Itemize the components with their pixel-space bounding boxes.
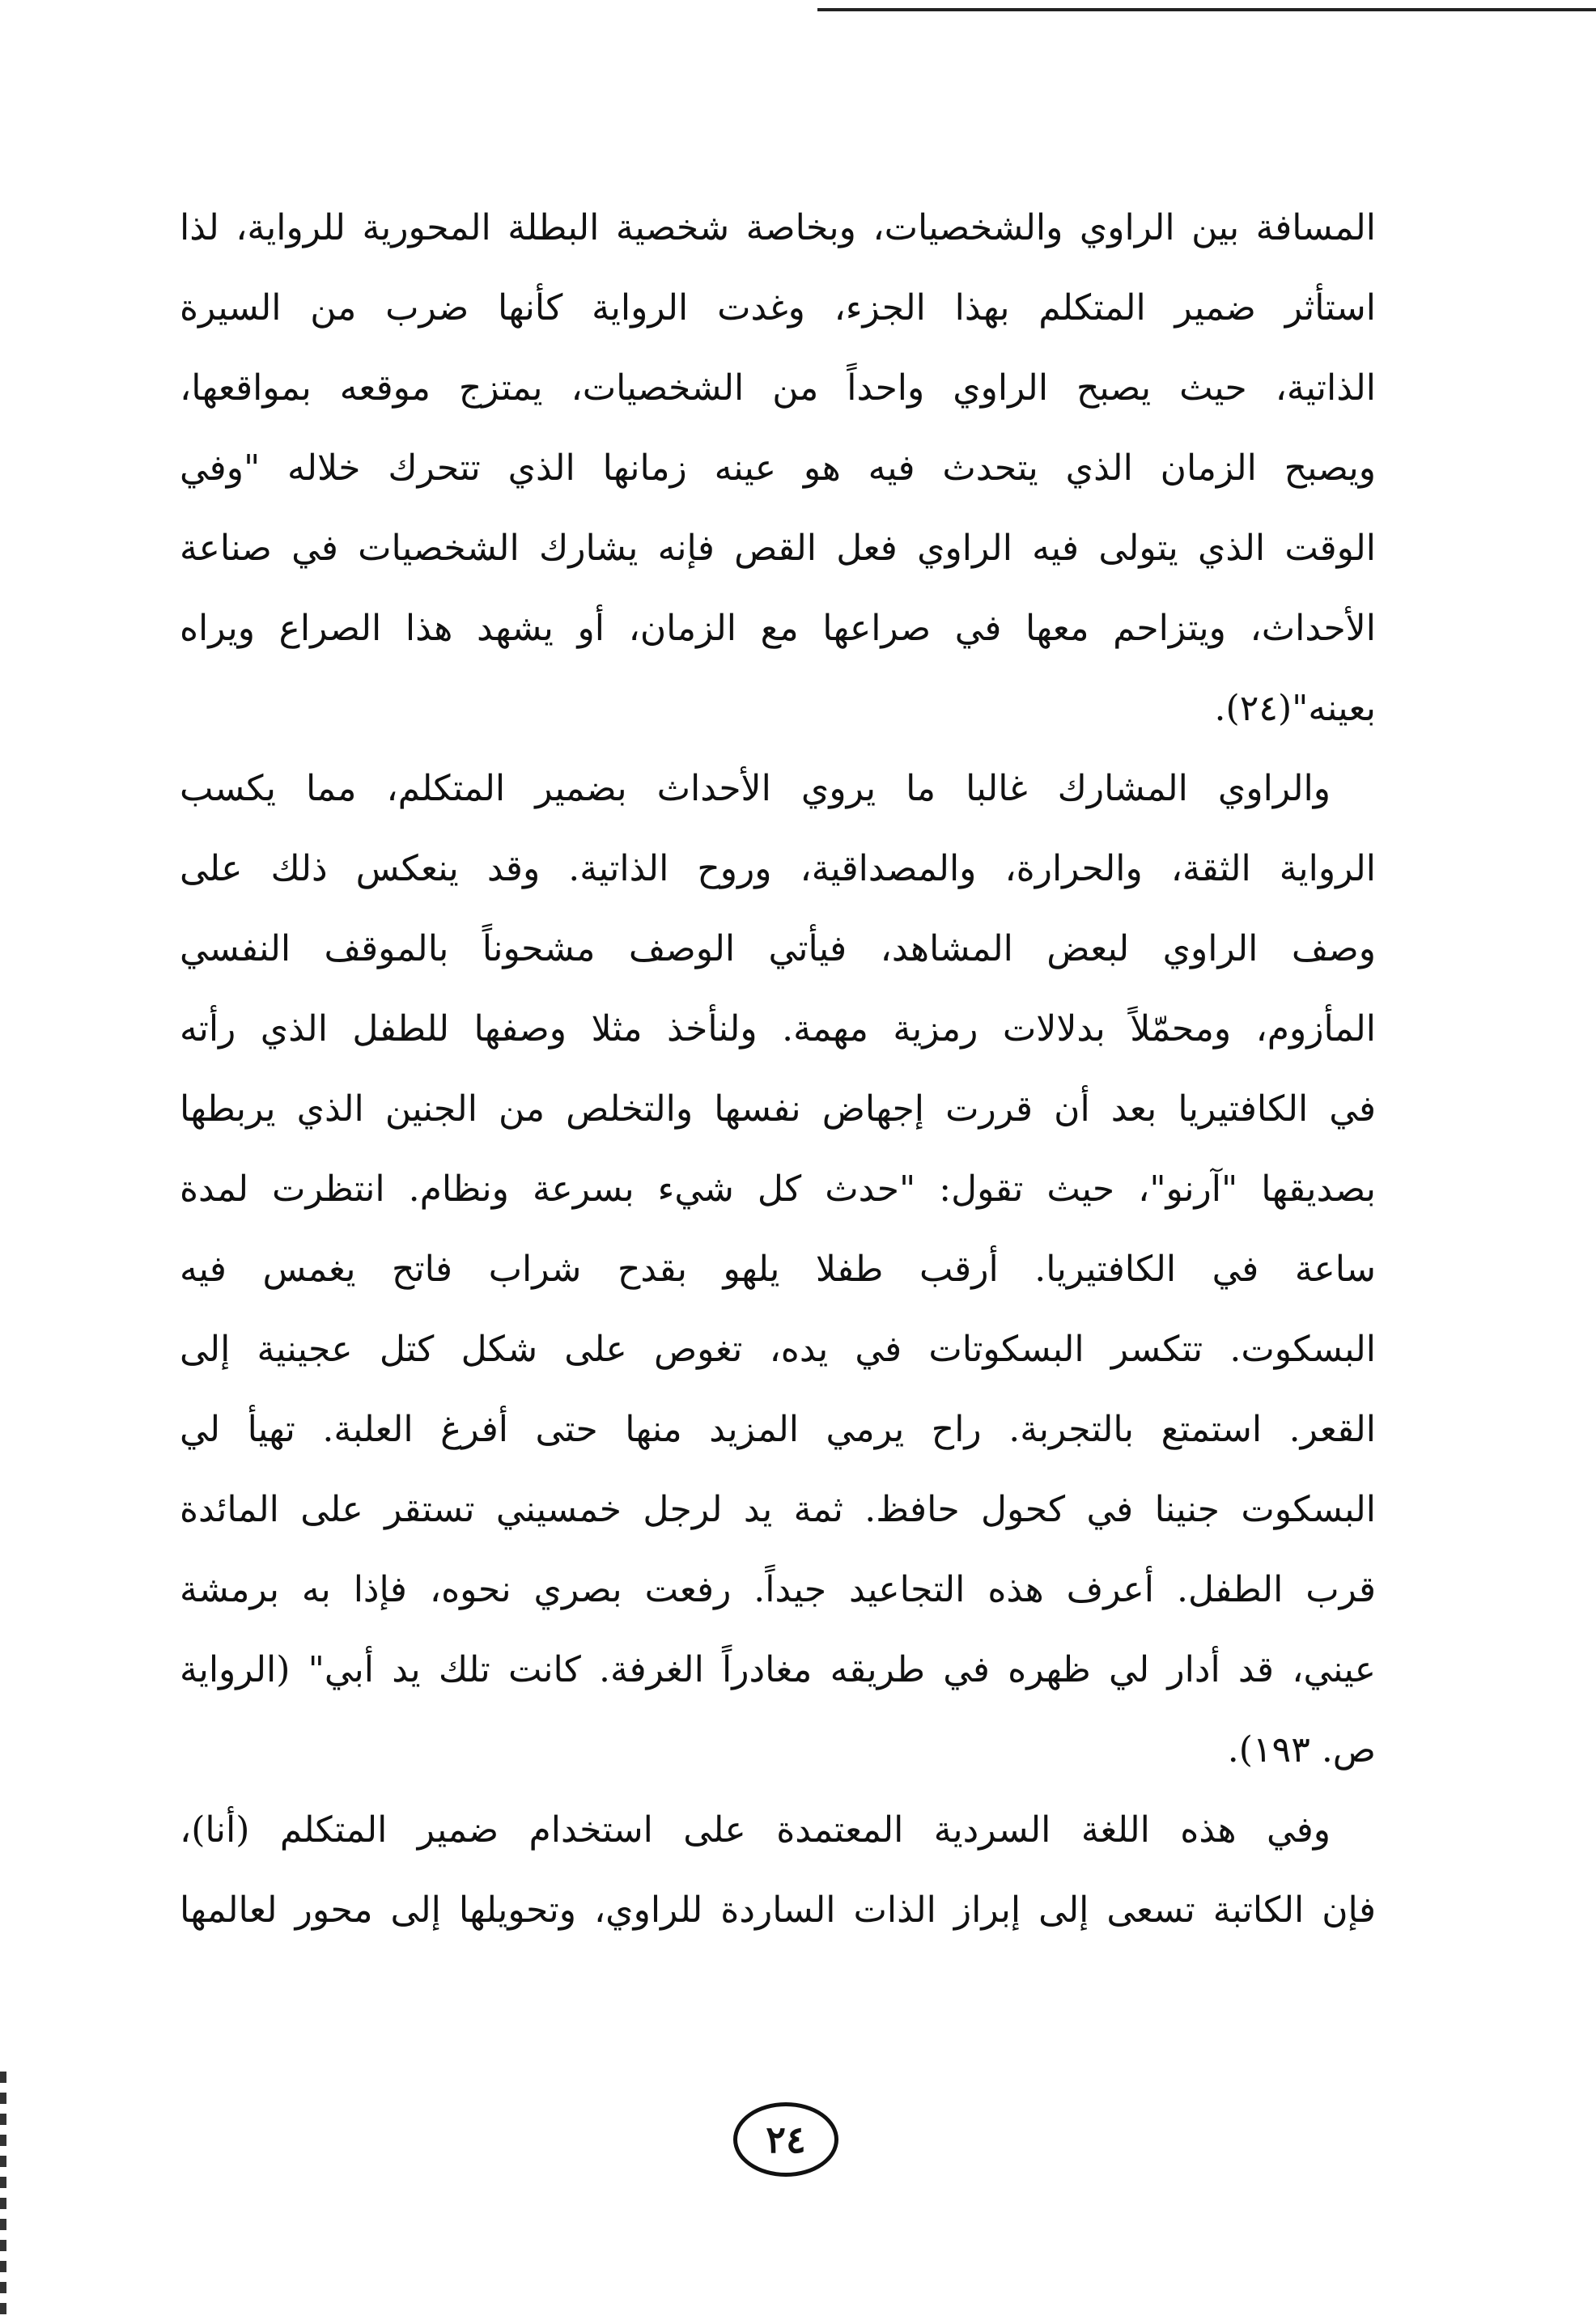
text-line: المأزوم، ومحمّلاً بدلالات رمزية مهمة. ولنأخذ مثلا وصفها للطفل الذي رأته [180, 1008, 1376, 1050]
text-line: وفي هذه اللغة السردية المعتمدة على استخدام ضمير المتكلم (أنا)، [180, 1809, 1331, 1851]
body-text [180, 188, 1376, 1950]
text-line: ساعة في الكافتيريا. أرقب طفلا يلهو بقدح شراب فاتح يغمس فيه [180, 1249, 1376, 1290]
text-line: البسكوت جنينا في كحول حافظ. ثمة يد لرجل خمسيني تستقر على المائدة [180, 1489, 1377, 1530]
scan-edge-marks [0, 2072, 6, 2324]
text-line: قرب الطفل. أعرف هذه التجاعيد جيداً. رفعت بصري نحوه، فإذا به برمشة [180, 1569, 1376, 1610]
paragraph-3 [180, 1790, 1376, 1950]
text-line: وصف الراوي لبعض المشاهد، فيأتي الوصف مشحوناً بالموقف النفسي [180, 928, 1376, 969]
text-line: ويصبح الزمان الذي يتحدث فيه هو عينه زمانها الذي تتحرك خلاله "وفي [180, 447, 1376, 489]
text-line: فإن الكاتبة تسعى إلى إبراز الذات الساردة للراوي، وتحويلها إلى محور لعالمها [180, 1889, 1376, 1931]
text-line: ص. ١٩٣). [1227, 1729, 1376, 1771]
paragraph-2 [180, 749, 1376, 1790]
text-line: بصديقها "آرنو"، حيث تقول: "حدث كل شيء بسرعة ونظام. انتظرت لمدة [180, 1168, 1376, 1210]
text-line: البسكوت. تتكسر البسكوتات في يده، تغوص على شكل كتل عجينية إلى [180, 1329, 1376, 1370]
text-line: في الكافتيريا بعد أن قررت إجهاض نفسها والتخلص من الجنين الذي يربطها [180, 1088, 1376, 1130]
text-line: بعينه"(٢٤). [1214, 688, 1376, 729]
text-line: والراوي المشارك غالبا ما يروي الأحداث بضمير المتكلم، مما يكسب [180, 768, 1331, 809]
text-line: الوقت الذي يتولى فيه الراوي فعل القص فإنه يشارك الشخصيات في صناعة [180, 528, 1376, 569]
text-line: استأثر ضمير المتكلم بهذا الجزء، وغدت الرواية كأنها ضرب من السيرة [180, 287, 1376, 329]
text-line: الذاتية، حيث يصبح الراوي واحداً من الشخصيات، يمتزج موقعه بمواقعها، [180, 367, 1376, 409]
text-line: الرواية الثقة، والحرارة، والمصداقية، وروح الذاتية. وقد ينعكس ذلك على [180, 848, 1376, 889]
text-line: المسافة بين الراوي والشخصيات، وبخاصة شخصية البطلة المحورية للرواية، لذا [180, 207, 1376, 248]
text-line: الأحداث، ويتزاحم معها في صراعها مع الزمان، أو يشهد هذا الصراع ويراه [180, 608, 1376, 649]
top-rule [817, 8, 1596, 11]
text-line: القعر. استمتع بالتجربة. راح يرمي المزيد منها حتى أفرغ العلبة. تهيأ لي [180, 1409, 1376, 1450]
paragraph-1 [180, 188, 1376, 749]
text-line: عيني، قد أدار لي ظهره في طريقه مغادراً الغرفة. كانت تلك يد أبي" (الرواية [180, 1649, 1376, 1690]
page-number: ٢٤ [733, 2102, 838, 2177]
